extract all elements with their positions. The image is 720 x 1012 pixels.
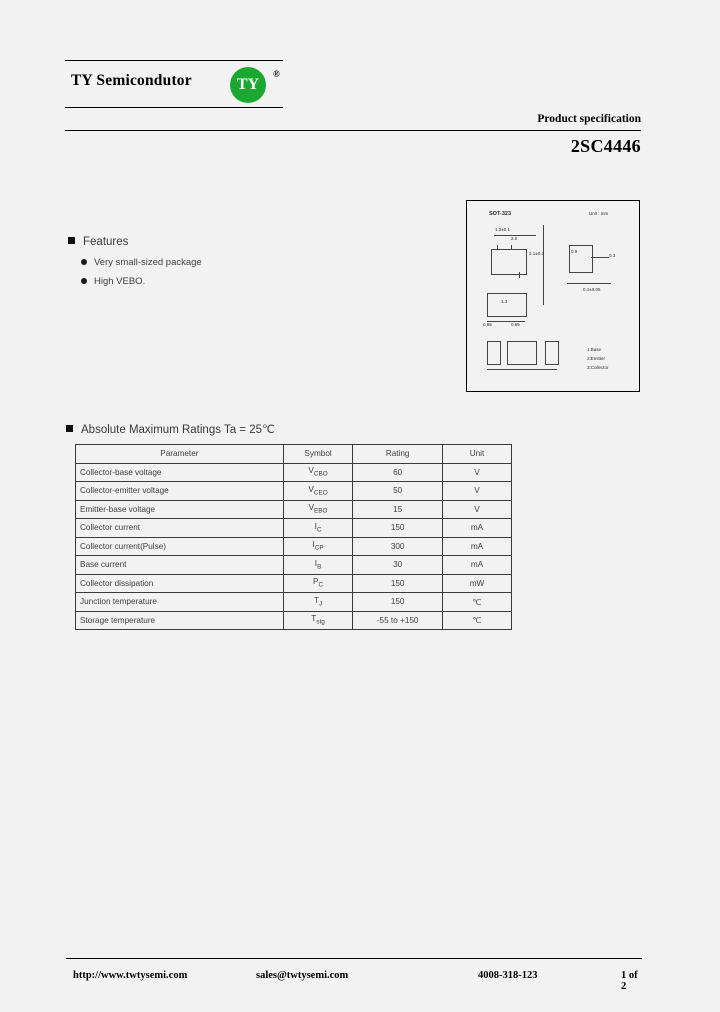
document-footer — [66, 968, 642, 992]
cell-symbol-sub: stg — [316, 619, 325, 627]
cell-parameter: Base current — [76, 556, 284, 575]
cell-symbol-sub: CP — [314, 545, 324, 553]
package-body-top — [491, 249, 527, 275]
feature-text: High VEBO. — [94, 276, 146, 287]
cell-symbol-sub: B — [317, 563, 322, 571]
ty-logo: TY — [230, 67, 266, 103]
cell-symbol-main: V — [308, 466, 314, 476]
cell-parameter: Junction temperature — [76, 593, 284, 612]
cell-rating: 15 — [353, 500, 443, 519]
dim-e-label: 2.1±0.2 — [529, 251, 544, 256]
table-row — [76, 519, 512, 538]
cell-unit: ℃ — [442, 611, 511, 630]
column-header-rating: Rating — [353, 445, 443, 464]
pin-legend-2: 2:Emitter — [587, 356, 606, 361]
cell-rating: -55 to +150 — [353, 611, 443, 630]
package-name-label: SOT-323 — [489, 211, 512, 217]
brand-row — [65, 61, 283, 107]
product-specification-label: Product specification — [537, 113, 641, 125]
cell-symbol-main: I — [314, 558, 318, 568]
dot-bullet-icon — [81, 278, 87, 284]
pin-pad — [487, 341, 501, 365]
pin-line — [511, 245, 512, 250]
cell-unit: mA — [442, 556, 511, 575]
cell-rating: 150 — [353, 519, 443, 538]
brand-name: TY Semicondutor — [71, 72, 192, 89]
square-bullet-icon — [66, 425, 73, 432]
cell-rating: 150 — [353, 574, 443, 593]
pin-legend-1: 1:Base — [587, 347, 602, 352]
package-unit-label: Unit : mm — [589, 211, 609, 216]
document-header — [65, 60, 283, 108]
dim-top-label: 1.2±0.1 — [495, 227, 510, 232]
cell-unit: mW — [442, 574, 511, 593]
table-row — [76, 463, 512, 482]
features-heading — [68, 236, 398, 248]
dim-b-label: 0.65 — [483, 322, 492, 327]
dot-bullet-icon — [81, 259, 87, 265]
registered-mark-icon: ® — [273, 69, 280, 79]
ratings-heading — [66, 422, 275, 436]
cell-unit: V — [442, 482, 511, 501]
cell-parameter: Collector-base voltage — [76, 463, 284, 482]
cell-rating: 300 — [353, 537, 443, 556]
footer-phone: 4008-318-123 — [478, 970, 538, 981]
table-header-row — [76, 445, 512, 464]
dim-line — [591, 257, 609, 258]
features-title-text: Features — [83, 236, 129, 248]
cell-symbol-main: V — [308, 503, 315, 513]
dim-line — [487, 369, 557, 370]
table-row — [76, 556, 512, 575]
cell-symbol-main: P — [313, 577, 319, 587]
cell-symbol-main: T — [311, 614, 317, 624]
spec-divider — [65, 130, 641, 131]
cell-unit: ℃ — [442, 593, 511, 612]
cell-parameter: Collector current(Pulse) — [76, 537, 284, 556]
cell-symbol-sub: CEO — [313, 489, 328, 497]
cell-parameter: Collector current — [76, 519, 284, 538]
cell-symbol-main: I — [312, 540, 315, 550]
cell-symbol-sub: C — [318, 582, 324, 590]
cell-symbol-main: V — [308, 484, 314, 494]
pin-line — [497, 245, 498, 250]
cell-parameter: Collector dissipation — [76, 574, 284, 593]
table-row — [76, 537, 512, 556]
dim-g-label: 0.1±0.05 — [583, 287, 601, 292]
cell-rating: 30 — [353, 556, 443, 575]
features-section — [68, 236, 398, 295]
table-row — [76, 611, 512, 630]
package-bottom-view — [487, 293, 527, 317]
absolute-maximum-ratings-table — [75, 444, 512, 630]
pin-line — [519, 272, 520, 278]
cell-parameter: Collector-emitter voltage — [76, 482, 284, 501]
dim-c-label: 0.65 — [511, 322, 520, 327]
footer-page-number: 1 of 2 — [621, 970, 638, 992]
dim-f-label: 0.9 — [571, 249, 578, 254]
feature-text: Very small-sized package — [94, 257, 202, 268]
table-row — [76, 500, 512, 519]
cell-parameter: Emitter-base voltage — [76, 500, 284, 519]
dim-d-label: 1.3 — [501, 299, 508, 304]
column-header-symbol: Symbol — [283, 445, 353, 464]
feature-item — [81, 257, 398, 269]
header-bottom-rule — [65, 107, 283, 108]
footer-divider — [66, 958, 642, 959]
dim-a-label: 2.0 — [511, 236, 518, 241]
square-bullet-icon — [68, 237, 75, 244]
cell-symbol-sub: EBO — [314, 508, 328, 516]
cell-unit: V — [442, 500, 511, 519]
cell-rating: 60 — [353, 463, 443, 482]
cell-rating: 150 — [353, 593, 443, 612]
dim-h-label: 0.3 — [609, 253, 616, 258]
part-number: 2SC4446 — [570, 136, 641, 156]
pin-legend-3: 3:Collector — [587, 365, 609, 370]
cell-symbol-sub: J — [318, 600, 323, 608]
pin-pad — [507, 341, 537, 365]
cell-symbol-main: T — [313, 595, 319, 605]
package-outline-drawing — [466, 200, 640, 392]
column-header-parameter: Parameter — [76, 445, 284, 464]
center-line — [543, 225, 544, 305]
cell-symbol-sub: C — [316, 526, 322, 534]
cell-parameter: Storage temperature — [76, 611, 284, 630]
footer-website-link[interactable]: http://www.twtysemi.com — [73, 970, 188, 981]
cell-symbol-main: I — [314, 521, 317, 531]
cell-unit: V — [442, 463, 511, 482]
table-row — [76, 574, 512, 593]
cell-unit: mA — [442, 519, 511, 538]
pin-pad — [545, 341, 559, 365]
footer-email-link[interactable]: sales@twtysemi.com — [256, 970, 349, 981]
feature-item — [81, 276, 398, 288]
cell-symbol-sub: CBO — [313, 471, 328, 479]
column-header-unit: Unit — [442, 445, 511, 464]
cell-unit: mA — [442, 537, 511, 556]
table-row — [76, 482, 512, 501]
table-row — [76, 593, 512, 612]
seating-plane — [567, 283, 611, 284]
cell-rating: 50 — [353, 482, 443, 501]
ratings-title-text: Absolute Maximum Ratings Ta = 25℃ — [81, 424, 275, 436]
